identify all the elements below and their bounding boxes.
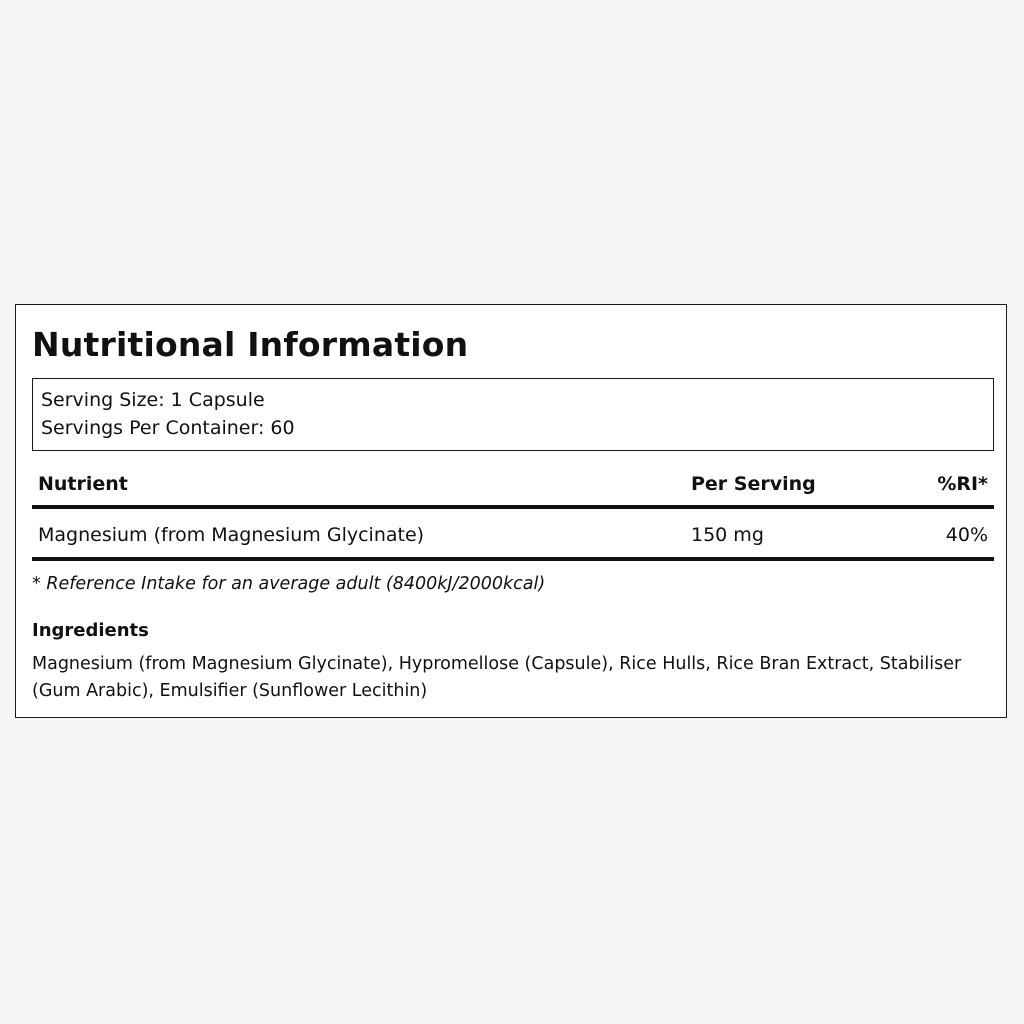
servings-per-container: Servings Per Container: 60 <box>41 417 295 439</box>
header-ri: %RI* <box>937 473 988 495</box>
ri-footnote: * Reference Intake for an average adult (8400kJ/2000kcal) <box>32 574 546 594</box>
table-row <box>32 509 994 557</box>
nutrient-name: Magnesium (from Magnesium Glycinate) <box>38 524 425 546</box>
nutrient-table <box>32 465 994 561</box>
ingredients-list: Magnesium (from Magnesium Glycinate), Hypromellose (Capsule), Rice Hulls, Rice Bran Extract, Stabiliser (Gum Arabic), Emulsifier (Sunflower Lecithin) <box>32 654 962 701</box>
nutrition-panel <box>15 304 1007 718</box>
panel-title: Nutritional Information <box>32 325 469 364</box>
header-nutrient: Nutrient <box>38 473 128 495</box>
ingredients-heading: Ingredients <box>32 620 149 641</box>
serving-info-box <box>32 378 994 451</box>
serving-size: Serving Size: 1 Capsule <box>41 389 265 411</box>
header-per-serving: Per Serving <box>691 473 816 495</box>
nutrient-ri: 40% <box>945 524 988 546</box>
nutrient-amount: 150 mg <box>691 524 764 546</box>
table-header-row <box>32 465 994 505</box>
